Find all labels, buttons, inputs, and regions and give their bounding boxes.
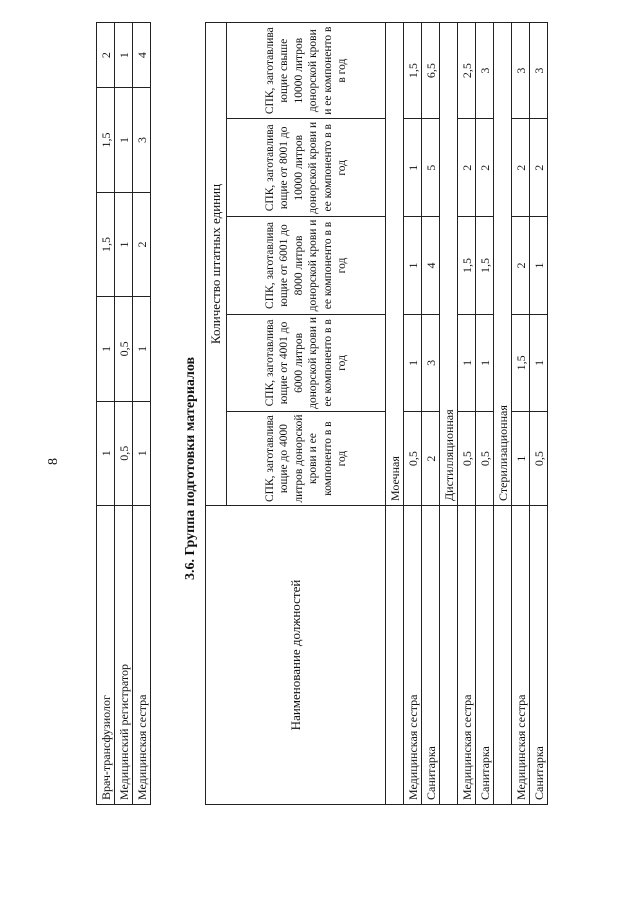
staff-count: 3 bbox=[512, 23, 530, 119]
group-spacer bbox=[386, 506, 404, 805]
header-row bbox=[206, 23, 227, 805]
table-row bbox=[422, 23, 440, 805]
table-row bbox=[530, 23, 548, 805]
staff-count: 4 bbox=[422, 217, 440, 314]
table-row bbox=[133, 23, 151, 805]
staff-count: 3 bbox=[422, 314, 440, 411]
group-title: Моечная bbox=[386, 23, 404, 506]
staff-count: 2 bbox=[133, 192, 151, 296]
position-name: Медицинская сестра bbox=[458, 506, 476, 805]
table-row bbox=[458, 23, 476, 805]
staff-count: 2 bbox=[512, 217, 530, 314]
group-title: Дистилляционная bbox=[440, 23, 458, 506]
staff-count: 1,5 bbox=[404, 23, 422, 119]
staff-count: 1 bbox=[404, 314, 422, 411]
staff-count: 0,5 bbox=[530, 412, 548, 506]
staff-count: 1 bbox=[404, 217, 422, 314]
column-header: СПК, заготавлива ющие свыше 10000 литров донорской крови и ее компоненто в в год bbox=[227, 23, 386, 119]
group-spacer bbox=[440, 506, 458, 805]
staff-count: 1 bbox=[133, 401, 151, 505]
table-row bbox=[97, 23, 115, 805]
position-name: Врач-трансфузиолог bbox=[97, 506, 115, 805]
staff-count: 0,5 bbox=[115, 297, 133, 401]
materials-group-table bbox=[205, 22, 548, 805]
section-title: 3.6. Группа подготовки материалов bbox=[183, 356, 198, 580]
staff-count: 1,5 bbox=[512, 314, 530, 411]
staff-count: 6,5 bbox=[422, 23, 440, 119]
position-name: Медицинский регистратор bbox=[115, 506, 133, 805]
staff-count: 2 bbox=[458, 119, 476, 217]
staff-count: 0,5 bbox=[458, 412, 476, 506]
continued-staff-table bbox=[96, 22, 151, 805]
position-name: Медицинская сестра bbox=[512, 506, 530, 805]
staff-count: 2 bbox=[422, 412, 440, 506]
staff-count: 1,5 bbox=[97, 88, 115, 192]
table-row bbox=[512, 23, 530, 805]
group-row bbox=[386, 23, 404, 805]
staff-count: 1 bbox=[97, 401, 115, 505]
staff-count: 1 bbox=[512, 412, 530, 506]
header-quantity: Количество штатных единиц bbox=[206, 23, 227, 506]
column-header: СПК, заготавлива ющие от 4001 до 6000 литров донорской крови и ее компоненто в в год bbox=[227, 314, 386, 411]
staff-count: 1 bbox=[476, 314, 494, 411]
group-row bbox=[494, 23, 512, 805]
staff-count: 2 bbox=[476, 119, 494, 217]
group-row bbox=[440, 23, 458, 805]
staff-count: 4 bbox=[133, 23, 151, 88]
staff-count: 1 bbox=[404, 119, 422, 217]
position-name: Санитарка bbox=[476, 506, 494, 805]
header-position-name: Наименование должностей bbox=[206, 506, 386, 805]
staff-count: 1 bbox=[458, 314, 476, 411]
staff-count: 3 bbox=[133, 88, 151, 192]
staff-count: 2 bbox=[97, 23, 115, 88]
staff-count: 2 bbox=[530, 119, 548, 217]
staff-count: 3 bbox=[530, 23, 548, 119]
staff-count: 2 bbox=[512, 119, 530, 217]
column-header: СПК, заготавлива ющие от 6001 до 8000 литров донорской крови и ее компоненто в в год bbox=[227, 217, 386, 314]
position-name: Санитарка bbox=[530, 506, 548, 805]
staff-count: 1 bbox=[133, 297, 151, 401]
staff-count: 0,5 bbox=[404, 412, 422, 506]
staff-count: 0,5 bbox=[476, 412, 494, 506]
staff-count: 1,5 bbox=[97, 192, 115, 296]
staff-count: 1,5 bbox=[476, 217, 494, 314]
table-row bbox=[476, 23, 494, 805]
position-name: Санитарка bbox=[422, 506, 440, 805]
staff-count: 1,5 bbox=[458, 217, 476, 314]
staff-count: 2,5 bbox=[458, 23, 476, 119]
staff-count: 1 bbox=[115, 192, 133, 296]
column-header: СПК, заготавлива ющие от 8001 до 10000 литров донорской крови и ее компоненто в в год bbox=[227, 119, 386, 217]
staff-count: 1 bbox=[97, 297, 115, 401]
position-name: Медицинская сестра bbox=[133, 506, 151, 805]
staff-count: 5 bbox=[422, 119, 440, 217]
table-row bbox=[404, 23, 422, 805]
staff-count: 1 bbox=[115, 88, 133, 192]
group-title: Стерилизационная bbox=[494, 23, 512, 506]
staff-count: 3 bbox=[476, 23, 494, 119]
table-row bbox=[115, 23, 133, 805]
staff-count: 1 bbox=[115, 23, 133, 88]
staff-count: 0,5 bbox=[115, 401, 133, 505]
staff-count: 1 bbox=[530, 217, 548, 314]
page-number: 8 bbox=[46, 458, 61, 465]
position-name: Медицинская сестра bbox=[404, 506, 422, 805]
group-spacer bbox=[494, 506, 512, 805]
column-header: СПК, заготавлива ющие до 4000 литров донорской крови и ее компоненто в в год bbox=[227, 412, 386, 506]
staff-count: 1 bbox=[530, 314, 548, 411]
